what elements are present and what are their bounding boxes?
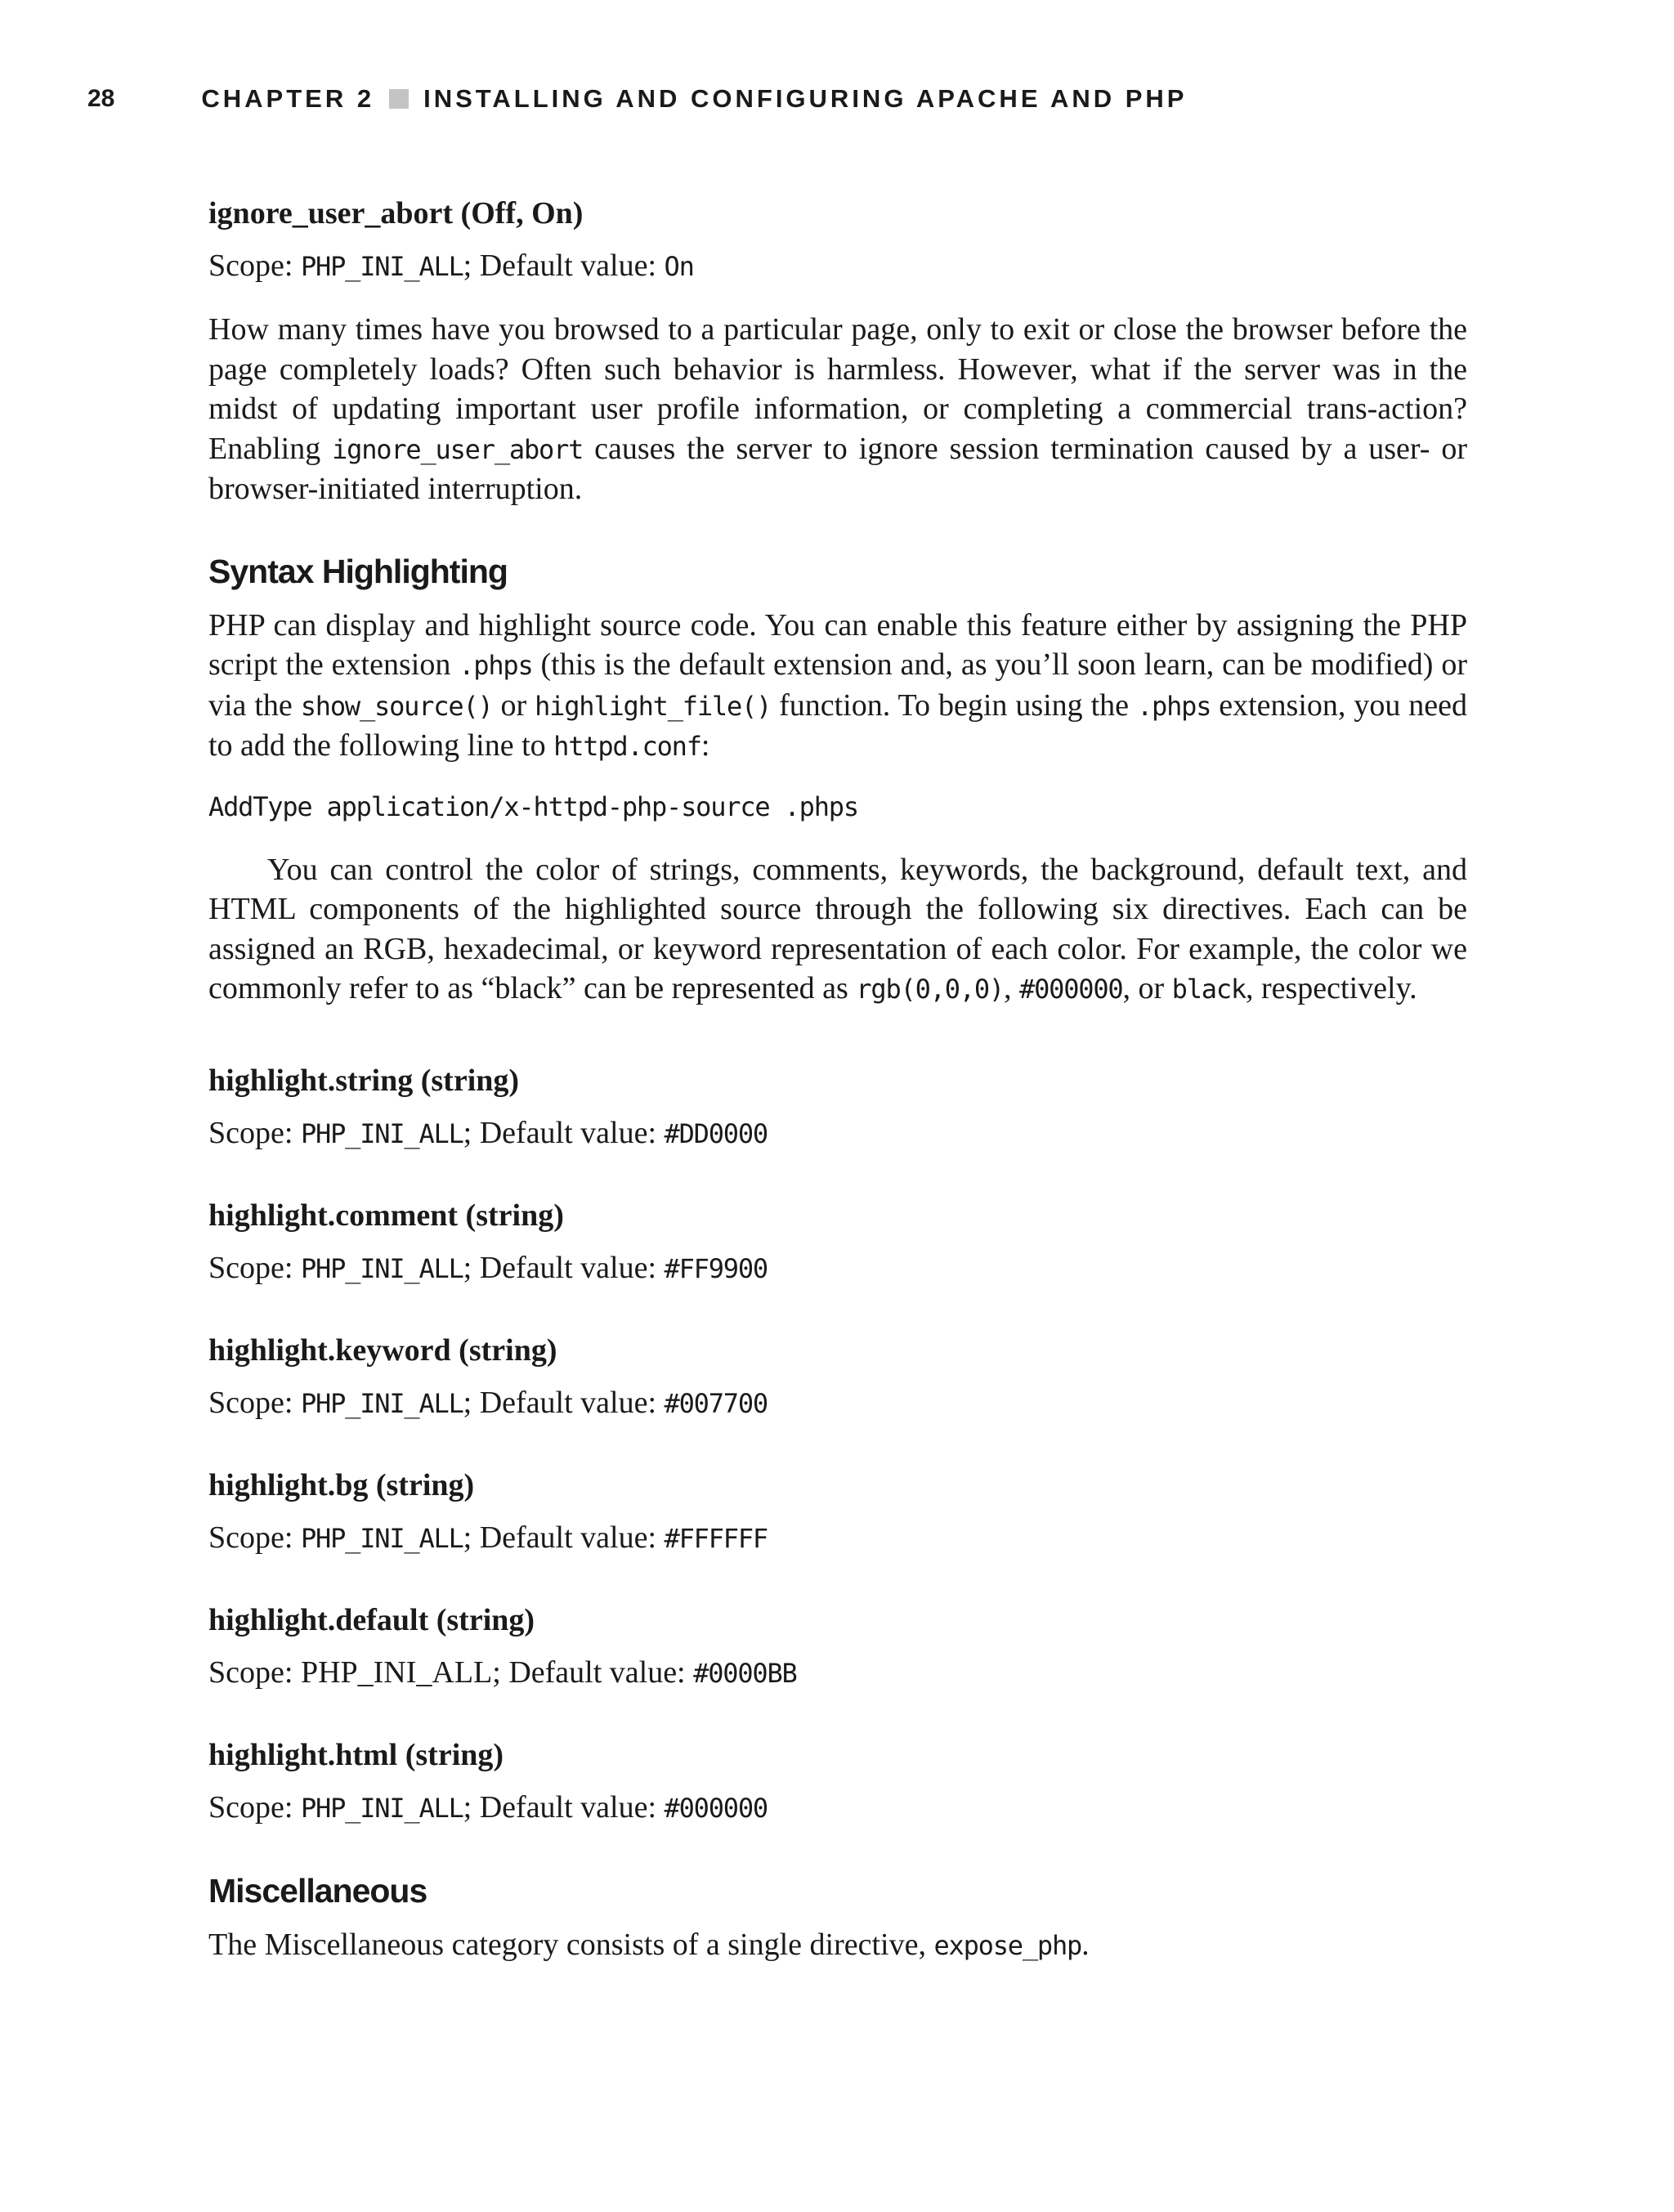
- text-run: ,: [1004, 971, 1020, 1005]
- syntax-color-paragraph: [208, 850, 1467, 1010]
- text-run: You can control the color of strings, comments, keywords, the background, default text, and HTML components of the highlighted source through the following six directives. Each can be assigned an RGB, hexadecimal, or keyword representation of each color. For example, the color we commonly refer to as “black” can be represented as: [208, 852, 1467, 1005]
- default-value: #000000: [664, 1792, 768, 1824]
- scope-value: PHP_INI_ALL: [300, 1792, 463, 1824]
- text-run: PHP can display and highlight source code. You can enable this feature either by assigning the PHP script the extension: [208, 607, 1467, 682]
- scope-value: PHP_INI_ALL: [300, 1117, 463, 1149]
- directive-title: highlight.default (string): [208, 1602, 535, 1637]
- inline-code: .phps: [459, 650, 533, 681]
- scope-value: PHP_INI_ALL: [300, 1522, 463, 1554]
- directive-description: [208, 310, 1467, 509]
- text-run: :: [700, 728, 710, 763]
- directive-title: highlight.keyword (string): [208, 1332, 557, 1368]
- default-value: #0000BB: [693, 1657, 797, 1689]
- scope-value: PHP_INI_ALL: [300, 251, 463, 282]
- directive-title: highlight.html (string): [208, 1737, 504, 1772]
- scope-label: Scope:: [208, 1789, 301, 1825]
- directive-title: highlight.bg (string): [208, 1467, 475, 1502]
- default-label: ; Default value:: [463, 1115, 665, 1150]
- text-run: The Miscellaneous category consists of a single directive,: [208, 1927, 934, 1962]
- text-run: function. To begin using the: [771, 687, 1137, 723]
- header-separator-square: [389, 89, 409, 109]
- scope-value: PHP_INI_ALL: [300, 1252, 463, 1284]
- section-heading-miscellaneous: Miscellaneous: [208, 1871, 427, 1910]
- directive-highlight-default: [208, 1600, 1467, 1694]
- scope-label: Scope:: [208, 1520, 301, 1555]
- directive-scope: [208, 1382, 1467, 1424]
- inline-code: black: [1171, 974, 1246, 1005]
- scope-label: Scope:: [208, 249, 301, 283]
- directive-scope: [208, 245, 1467, 287]
- directive-highlight-html: [208, 1735, 1467, 1829]
- directive-title: highlight.string (string): [208, 1063, 520, 1098]
- default-label: ; Default value:: [492, 1655, 694, 1690]
- directive-scope: [208, 1517, 1467, 1559]
- directive-scope: [208, 1652, 1467, 1694]
- inline-code: httpd.conf: [553, 731, 701, 762]
- text-run: .: [1081, 1927, 1090, 1962]
- inline-code: expose_php: [933, 1929, 1082, 1961]
- default-label: ; Default value:: [463, 1789, 665, 1825]
- directive-title: ignore_user_abort (Off, On): [208, 196, 584, 231]
- default-value: #DD0000: [664, 1117, 768, 1149]
- default-value: #FFFFFF: [664, 1522, 768, 1554]
- default-value: On: [664, 251, 694, 282]
- text-run: , respectively.: [1245, 971, 1417, 1005]
- directive-highlight-bg: [208, 1465, 1467, 1559]
- running-header: [87, 80, 1187, 118]
- directive-highlight-keyword: [208, 1330, 1467, 1424]
- scope-value: PHP_INI_ALL: [300, 1655, 493, 1690]
- page-content: [208, 193, 1467, 1965]
- page-number: 28: [87, 85, 115, 112]
- inline-code: rgb(0,0,0): [856, 974, 1005, 1005]
- text-run: How many times have you browsed to a particular page, only to exit or close the browser before the page completely loads? Often such behavior is harmless. However, what if the server was in the midst of updating important user profile information, or completing a commercial trans-action? Enabling: [208, 312, 1467, 466]
- default-label: ; Default value:: [463, 1250, 665, 1285]
- inline-code: ignore_user_abort: [332, 433, 584, 465]
- default-label: ; Default value:: [463, 1520, 665, 1555]
- directive-highlight-string: [208, 1060, 1467, 1154]
- scope-label: Scope:: [208, 1250, 301, 1285]
- chapter-label: CHAPTER 2: [201, 84, 375, 113]
- inline-code: #000000: [1019, 974, 1123, 1005]
- scope-label: Scope:: [208, 1115, 301, 1150]
- default-value: #FF9900: [664, 1252, 768, 1284]
- scope-label: Scope:: [208, 1385, 301, 1420]
- default-label: ; Default value:: [463, 249, 665, 283]
- code-line-addtype: AddType application/x-httpd-php-source .phps: [208, 790, 858, 822]
- directive-title: highlight.comment (string): [208, 1198, 564, 1233]
- text-run: , or: [1122, 971, 1172, 1005]
- text-run: extension, you need to add the following line to: [208, 687, 1467, 763]
- directive-scope: [208, 1113, 1467, 1154]
- directive-highlight-comment: [208, 1195, 1467, 1289]
- text-run: causes the server to ignore session termination caused by a user- or browser-initiated interruption.: [208, 431, 1467, 506]
- scope-value: PHP_INI_ALL: [300, 1387, 463, 1419]
- default-label: ; Default value:: [463, 1385, 665, 1420]
- default-value: #007700: [664, 1387, 768, 1419]
- directive-scope: [208, 1247, 1467, 1289]
- misc-paragraph: [208, 1925, 1467, 1966]
- directive-scope: [208, 1787, 1467, 1829]
- text-run: (this is the default extension and, as you’ll soon learn, can be modified) or via the: [208, 647, 1467, 723]
- inline-code: .phps: [1136, 690, 1211, 722]
- inline-code: show_source(): [300, 690, 493, 722]
- inline-code: highlight_file(): [535, 690, 772, 722]
- text-run: or: [492, 687, 535, 723]
- syntax-intro-paragraph: [208, 606, 1467, 767]
- scope-label: Scope:: [208, 1655, 301, 1690]
- section-heading-syntax-highlighting: Syntax Highlighting: [208, 552, 508, 590]
- chapter-title: INSTALLING AND CONFIGURING APACHE AND PHP: [423, 84, 1188, 113]
- directive-ignore-user-abort: [208, 193, 1467, 509]
